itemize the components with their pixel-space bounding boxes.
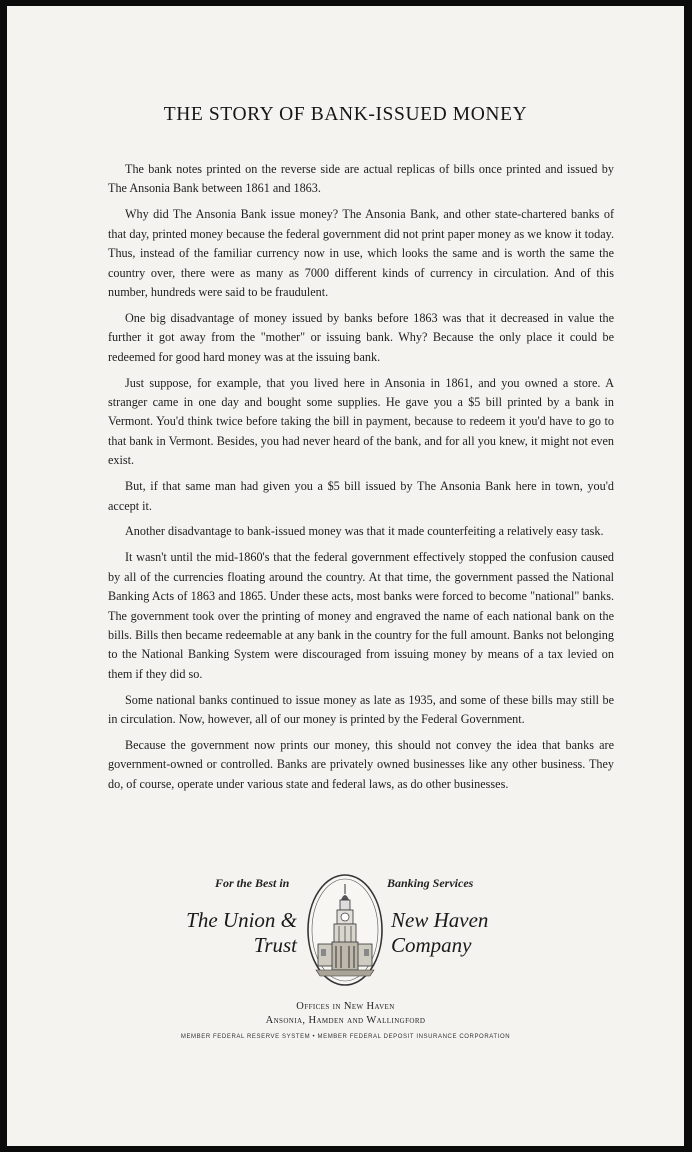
paragraph-6: Another disadvantage to bank-issued money was that it made counterfeiting a relatively easy task.	[125, 524, 604, 539]
bank-name-left	[167, 908, 297, 958]
bank-name-right-line2: Company	[391, 933, 472, 957]
page-title: THE STORY OF BANK-ISSUED MONEY	[163, 104, 528, 125]
paragraph-9: Because the government now prints our money, this should not convey the idea that banks are government-owned or controlled. Banks are privately owned businesses like any other business. They do, of course, operate under various state and federal laws, as do other businesses.	[108, 737, 614, 791]
paragraph-2: Why did The Ansonia Bank issue money? The Ansonia Bank, and other state-chartered banks of that day, printed money because the federal government did not print paper money as we know it today. Thus, instead of the familiar currency now in use, which looks the same and is worth the same the country over, there were as many as 7000 different kinds of currency in circulation. And of this number, hundreds were said to be fraudulent.	[108, 207, 614, 299]
bank-name-right-line1: New Haven	[391, 908, 489, 932]
membership-notice: MEMBER FEDERAL RESERVE SYSTEM • MEMBER FEDERAL DEPOSIT INSURANCE CORPORATION	[180, 1034, 511, 1040]
tagline-left: For the Best in	[215, 876, 290, 890]
tagline-right: Banking Services	[387, 876, 474, 890]
paragraph-3: One big disadvantage of money issued by banks before 1863 was that it decreased in value the further it got away from the "mother" or issuing bank. Why? Because the only place it could be redeemed for good hard money was at the issuing bank.	[108, 310, 614, 364]
bank-name-left-line2: Trust	[253, 933, 297, 957]
paragraph-1: The bank notes printed on the reverse side are actual replicas of bills once printed and issued by The Ansonia Bank between 1861 and 1863.	[108, 162, 614, 196]
bank-name-right	[391, 908, 541, 958]
paragraph-4: Just suppose, for example, that you lived here in Ansonia in 1861, and you owned a store. A stranger came in one day and bought some supplies. He gave you a $5 bill printed by a bank in Vermont. You'd think twice before taking the bill in payment, because to redeem it you'd have to go to that bank in Vermont. Besides, you had never heard of the bank, and for all you knew, it might not even exist.	[108, 375, 614, 468]
building-tower-icon	[306, 872, 384, 988]
document-page	[7, 6, 684, 1146]
offices-line1: Offices in New Haven	[296, 1001, 395, 1012]
paragraph-8: Some national banks continued to issue money as late as 1935, and some of these bills may still be in circulation. Now, however, all of our money is printed by the Federal Government.	[108, 692, 614, 727]
office-locations	[7, 1000, 684, 1028]
paragraph-7: It wasn't until the mid-1860's that the federal government effectively stopped the confusion caused by all of the currencies floating around the country. At that time, the government passed the National Banking Acts of 1863 and 1865. Under these acts, most banks were forced to become "national" banks. The government took over the printing of money and engraved the name of each national bank on the bills. Bills then became redeemable at any bank in the country for the full amount. Banks not belonging to the National Banking System were discouraged from issuing money by means of a tax levied on them if they did so.	[108, 550, 614, 681]
article-body	[108, 160, 614, 801]
bank-advertisement	[7, 866, 684, 1056]
paragraph-5: But, if that same man had given you a $5 bill issued by The Ansonia Bank here in town, you'd accept it.	[108, 479, 614, 513]
bank-name-left-line1: The Union &	[186, 908, 297, 932]
offices-line2: Ansonia, Hamden and Wallingford	[265, 1015, 426, 1026]
